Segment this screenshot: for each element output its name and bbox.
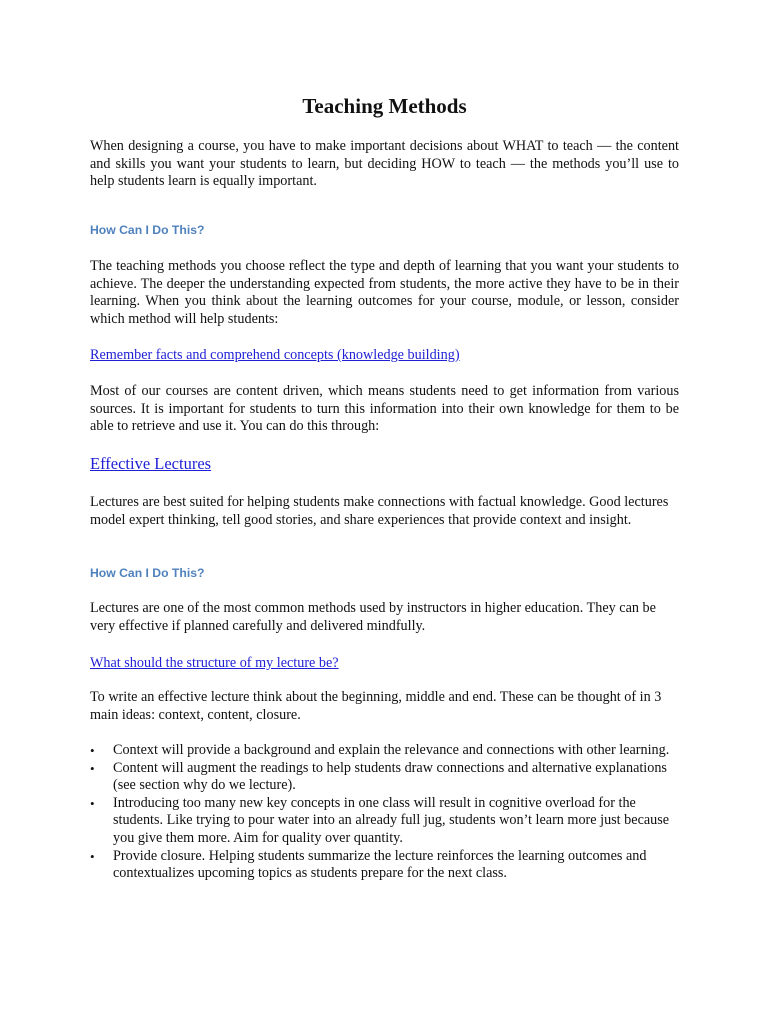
intro-paragraph: When designing a course, you have to make important decisions about WHAT to teach — the content and skills you want your students to learn, but deciding HOW to teach — the methods you’ll use to help students learn is equally important. — [90, 138, 679, 190]
list-item — [90, 760, 679, 795]
bullet-icon: • — [90, 760, 95, 776]
content-driven-paragraph: Most of our courses are content driven, which means students need to get information from various sources. It is important for students to turn this information into their own knowledge for them to be able to retrieve and use it. You can do this through: — [90, 383, 679, 435]
lectures-common-paragraph: Lectures are one of the most common methods used by instructors in higher education. They can be very effective if planned carefully and delivered mindfully. — [90, 600, 656, 634]
effective-lectures-link[interactable]: Effective Lectures — [90, 454, 212, 473]
bullet-icon: • — [90, 743, 95, 758]
lecture-structure-link[interactable]: What should the structure of my lecture be? — [90, 655, 339, 671]
list-item — [90, 848, 679, 883]
list-item — [90, 795, 679, 848]
list-item-text: Introducing too many new key concepts in one class will result in cognitive overload for the students. Like trying to pour water into an already full jug, students won’t learn more just because you give them more. Aim for quality over quantity. — [113, 794, 670, 846]
lectures-suited-paragraph: Lectures are best suited for helping students make connections with factual knowledge. Good lectures model expert thinking, tell good stories, and share experiences that provide context and insight. — [90, 494, 669, 528]
lecture-bullet-list — [90, 742, 679, 883]
effective-lecture-paragraph: To write an effective lecture think about the beginning, middle and end. These can be thought of in 3 main ideas: context, content, closure. — [90, 689, 662, 723]
document-page — [90, 0, 679, 1024]
teaching-methods-paragraph: The teaching methods you choose reflect the type and depth of learning that you want your students to achieve. The deeper the understanding expected from students, the more active they have to be in their learning. When you think about the learning outcomes for your course, module, or lesson, consider which method will help students: — [90, 258, 679, 327]
list-item-text: Context will provide a background and explain the relevance and connections with other learning. — [113, 742, 670, 758]
section-heading-how-2: How Can I Do This? — [90, 566, 205, 580]
bullet-icon: • — [90, 848, 95, 864]
knowledge-building-link[interactable]: Remember facts and comprehend concepts (knowledge building) — [90, 347, 460, 363]
list-item — [90, 742, 679, 760]
list-item-text: Provide closure. Helping students summarize the lecture reinforces the learning outcomes and contextualizes upcoming topics as students prepare for the next class. — [113, 847, 647, 882]
page-title: Teaching Methods — [302, 94, 467, 118]
section-heading-how-1: How Can I Do This? — [90, 223, 205, 237]
bullet-icon: • — [90, 795, 95, 811]
list-item-text: Content will augment the readings to help students draw connections and alternative explanations (see section why do we lecture). — [113, 759, 667, 794]
